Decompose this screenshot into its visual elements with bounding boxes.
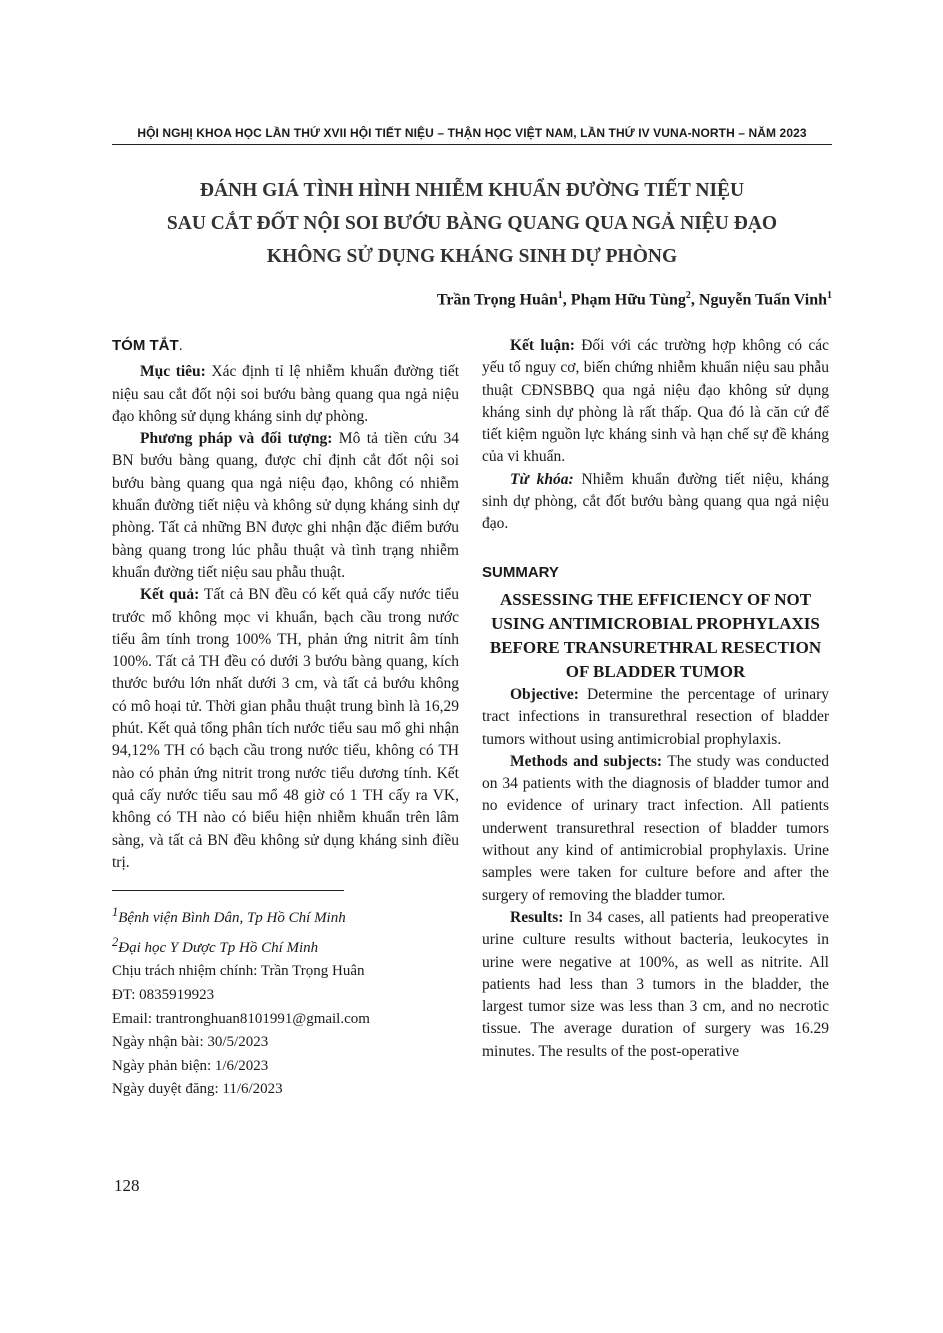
- author-affiliation-mark: 1: [557, 290, 563, 301]
- left-column: [112, 335, 459, 1102]
- abstract-results: Kết quả: Tất cả BN đều có kết quả cấy nước tiểu trước mổ không mọc vi khuẩn, bạch cầu trong nước tiểu âm tính trong 100% TH, phản ứng nitrit âm tính 100%. Tất cả TH đều có dưới 3 bướu bàng quang, kích thước bướu lớn nhất dưới 3 cm, và tất cả bướu không có mô hoại tử. Thời gian phẫu thuật trung bình là 16,29 phút. Kết quả tổng phân tích nước tiểu sau mổ ghi nhận 94,12% TH có bạch cầu trong nước tiểu, không có TH nào có phản ứng nitrit trong nước tiểu dương tính. Kết quả cấy nước tiểu sau mổ 48 giờ có 1 TH cấy ra VK, không có TH nào có biểu hiện nhiễm khuẩn trên lâm sàng, và tất cả BN đều không sử dụng kháng sinh điều trị.: [112, 586, 459, 871]
- summary-methods: Methods and subjects: The study was conducted on 34 patients with the diagnosis of bladder tumor and no evidence of urinary tract infection. All patients underwent transurethral resection of bladder tumors without any kind of antimicrobial prophylaxis. Urine samples were taken for culture before and after the surgery of removing the bladder tumor.: [482, 752, 829, 904]
- author-name: Phạm Hữu Tùng: [570, 291, 686, 309]
- abstract-conclusion: Kết luận: Đối với các trường hợp không có các yếu tố nguy cơ, biến chứng nhiễm khuẩn niệu sau phẫu thuật CĐNSBBQ qua ngả niệu đạo không sử dụng kháng sinh dự phòng là rất thấp. Qua đó là căn cứ để tiết kiệm nguồn lực kháng sinh và hạn chế sự đề kháng của vi khuẩn.: [482, 337, 829, 466]
- footnote-divider: [112, 890, 344, 891]
- title-line: SAU CẮT ĐỐT NỘI SOI BƯỚU BÀNG QUANG QUA NGẢ NIỆU ĐẠO: [166, 213, 778, 234]
- affiliation-1: $^1$Bệnh viện Bình Dân, Tp Hồ Chí Minh: [112, 905, 346, 927]
- header-rule: [112, 144, 832, 145]
- email: Email: trantronghuan8101991@gmail.com: [112, 1010, 370, 1027]
- english-title: ASSESSING THE EFFICIENCY OF NOT USING ANTIMICROBIAL PROPHYLAXIS BEFORE TRANSURETHRAL RESECTION OF BLADDER TUMOR: [489, 589, 822, 681]
- corresponding-author: Chịu trách nhiệm chính: Trần Trọng Huân: [112, 963, 365, 980]
- abstract-objective: Mục tiêu: Xác định tỉ lệ nhiễm khuẩn đường tiết niệu sau cắt đốt nội soi bướu bàng quang qua ngả niệu đạo không sử dụng kháng sinh dự phòng.: [112, 363, 460, 425]
- date-accepted: Ngày duyệt đăng: 11/6/2023: [112, 1081, 283, 1098]
- date-received: Ngày nhận bài: 30/5/2023: [112, 1034, 269, 1051]
- author-separator: ,: [562, 291, 571, 309]
- author-name: Trần Trọng Huân: [436, 291, 558, 309]
- phone: ĐT: 0835919923: [112, 986, 215, 1003]
- date-reviewed: Ngày phản biện: 1/6/2023: [112, 1057, 269, 1074]
- abstract-heading: TÓM TẮT.: [112, 337, 183, 354]
- author-list: [437, 290, 832, 309]
- title-line: ĐÁNH GIÁ TÌNH HÌNH NHIỄM KHUẨN ĐƯỜNG TIẾT NIỆU: [199, 180, 745, 201]
- title-line: KHÔNG SỬ DỤNG KHÁNG SINH DỰ PHÒNG: [266, 246, 678, 267]
- author-affiliation-mark: 1: [827, 290, 832, 301]
- right-column: [482, 335, 829, 1063]
- running-header: HỘI NGHỊ KHOA HỌC LẦN THỨ XVII HỘI TIẾT NIỆU – THẬN HỌC VIỆT NAM, LẦN THỨ IV VUNA-NORTH – NĂM 2023: [137, 126, 807, 140]
- summary-heading: SUMMARY: [482, 563, 559, 581]
- author-separator: ,: [690, 291, 699, 309]
- page-number: 128: [114, 1176, 140, 1195]
- author-name: Nguyễn Tuấn Vinh: [698, 291, 827, 309]
- abstract-keywords: Từ khóa: Nhiễm khuẩn đường tiết niệu, kháng sinh dự phòng, cắt đốt bướu bàng quang qua ngả niệu đạo.: [482, 470, 829, 533]
- author-affiliation-mark: 2: [685, 290, 691, 301]
- summary-objective: Objective: Determine the percentage of urinary tract infections in transurethral resection of bladder tumors without using antimicrobial prophylaxis.: [482, 685, 829, 748]
- abstract-methods: Phương pháp và đối tượng: Mô tả tiền cứu 34 BN bướu bàng quang, được chỉ định cắt đốt nội soi bướu bàng quang qua ngả niệu đạo, không có nhiễm khuẩn đường tiết niệu và không sử dụng kháng sinh dự phòng. Tất cả những BN được ghi nhận đặc điểm bướu bàng quang trong lúc phẫu thuật và tình trạng nhiễm khuẩn đường tiết niệu sau phẫu thuật.: [112, 430, 459, 581]
- summary-results: Results: In 34 cases, all patients had preoperative urine culture results without bacteria, leukocytes in urine were negative at 100%, as well as nitrite. All patients had less than 3 tumors in the bladder, the largest tumor size was less than 3 cm, and no necrotic tissue. The average duration of surgery was 16.29 minutes. The results of the post-operative: [482, 908, 829, 1060]
- article-title: [112, 174, 832, 273]
- affiliation-2: $^2$Đại học Y Dược Tp Hồ Chí Minh: [112, 934, 319, 956]
